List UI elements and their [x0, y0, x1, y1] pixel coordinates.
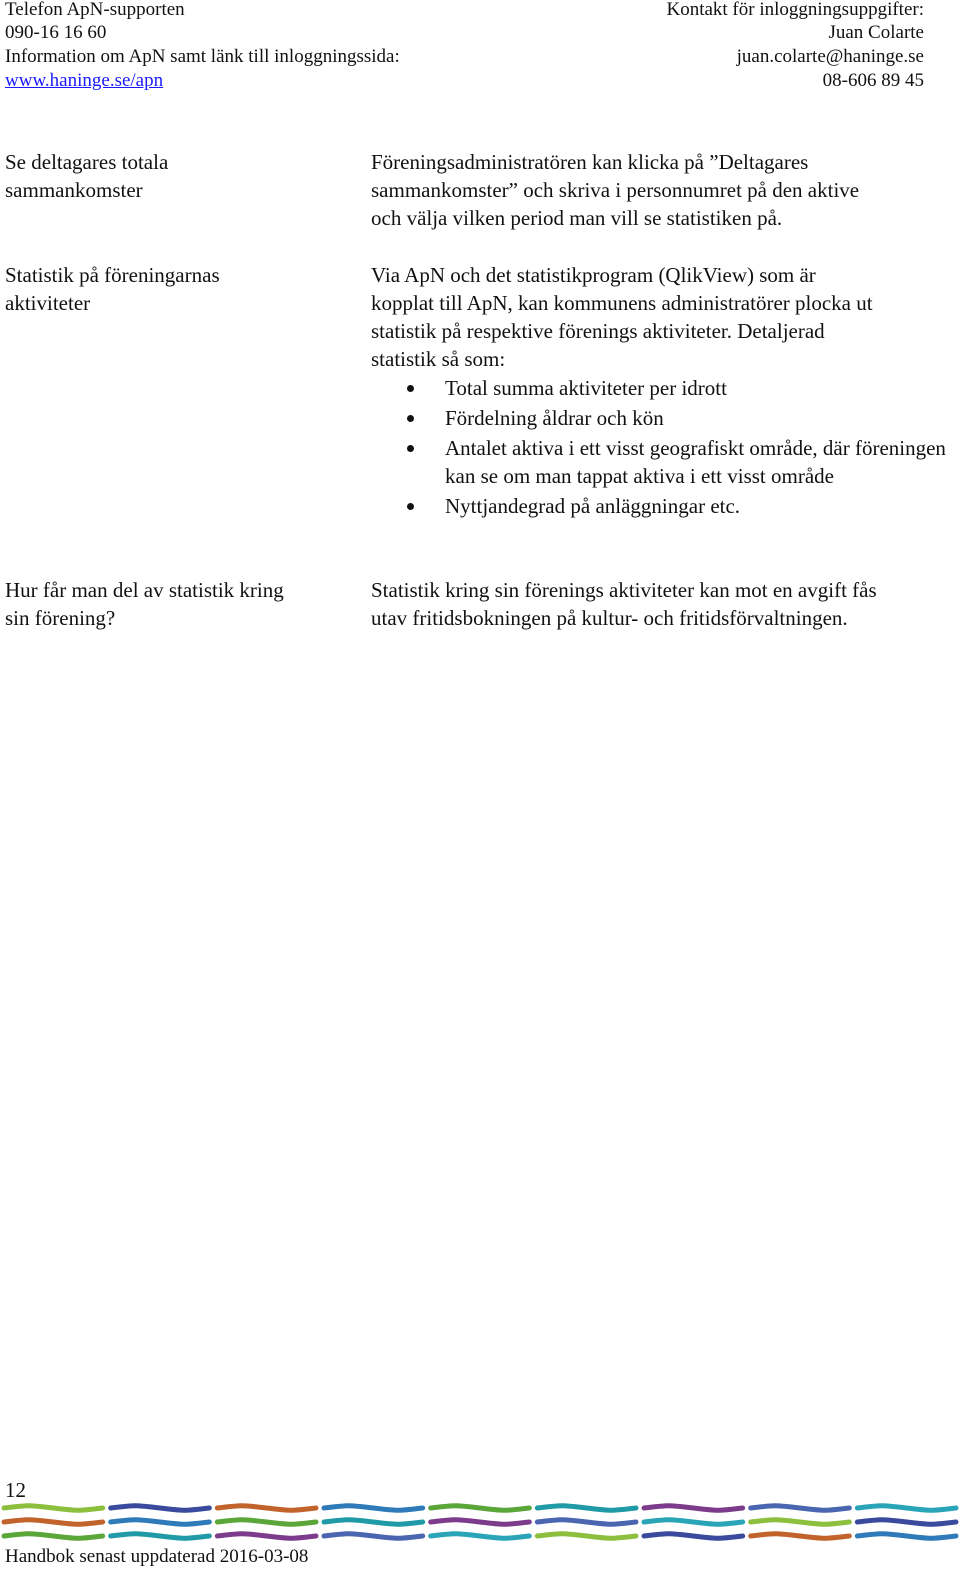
header-contact-name: Juan Colarte — [828, 22, 924, 43]
body-line: Statistik kring sin förenings aktiviteter kan mot en avgift fås — [371, 578, 877, 602]
list-item-text: Nyttjandegrad på anläggningar etc. — [445, 494, 741, 518]
bullet-icon — [407, 445, 414, 452]
header-contact-label: Kontakt för inloggningsuppgifter: — [666, 0, 924, 20]
list-item — [371, 374, 956, 402]
body-line: statistik på respektive förenings aktiviteter. Detaljerad — [371, 319, 825, 343]
body-line: Via ApN och det statistikprogram (QlikView) som är — [371, 263, 816, 287]
page-number: 12 — [5, 1478, 26, 1502]
wave-stroke — [217, 1534, 316, 1539]
list-item — [371, 404, 956, 432]
wave-stroke — [644, 1506, 743, 1511]
heading-line: sin förening? — [5, 606, 116, 630]
wave-stroke — [857, 1534, 956, 1539]
list-item — [371, 492, 956, 520]
heading-line: sammankomster — [5, 178, 143, 202]
header-contact-phone: 08-606 89 45 — [822, 70, 924, 91]
section-body-sammankomster — [371, 148, 960, 232]
body-line: statistik så som: — [371, 347, 506, 371]
list-item-text: Fördelning åldrar och kön — [445, 406, 664, 430]
wave-stroke — [324, 1534, 423, 1539]
wave-stroke — [431, 1520, 530, 1525]
body-line: Föreningsadministratören kan klicka på ”Deltagares — [371, 150, 809, 174]
wave-stroke — [537, 1534, 636, 1539]
wave-stroke — [111, 1506, 210, 1511]
wave-stroke — [644, 1534, 743, 1539]
header-info-label: Information om ApN samt länk till inloggningssida: — [5, 46, 400, 67]
wave-stroke — [217, 1506, 316, 1511]
body-line: kopplat till ApN, kan kommunens administratörer plocka ut — [371, 291, 873, 315]
wave-stroke — [111, 1520, 210, 1525]
wave-stroke — [857, 1520, 956, 1525]
header-phone-label: Telefon ApN-supporten — [5, 0, 185, 20]
header-phone-number: 090-16 16 60 — [5, 22, 107, 43]
wave-stroke — [857, 1506, 956, 1511]
section-heading-sammankomster — [5, 148, 350, 204]
wave-stroke — [537, 1506, 636, 1511]
wave-stroke — [111, 1534, 210, 1539]
wave-stroke — [431, 1534, 530, 1539]
bullet-icon — [407, 415, 414, 422]
body-line: sammankomster” och skriva i personnumret på den aktive — [371, 178, 860, 202]
body-line: och välja vilken period man vill se statistiken på. — [371, 206, 783, 230]
heading-line: Hur får man del av statistik kring — [5, 578, 284, 602]
section-heading-statistik — [5, 261, 350, 317]
wave-stroke — [4, 1520, 103, 1525]
wave-stroke — [431, 1506, 530, 1511]
wave-stroke — [324, 1506, 423, 1511]
list-item — [371, 434, 956, 490]
wave-stroke — [751, 1520, 850, 1525]
list-item-text: Total summa aktiviteter per idrott — [445, 376, 727, 400]
wave-stroke — [751, 1534, 850, 1539]
heading-line: Se deltagares totala — [5, 150, 169, 174]
wave-decoration — [0, 1498, 960, 1548]
wave-stroke — [537, 1520, 636, 1525]
bullet-icon — [407, 503, 414, 510]
wave-stroke — [751, 1506, 850, 1511]
bullet-icon — [407, 385, 414, 392]
section-body-statistik — [371, 261, 960, 373]
wave-stroke — [4, 1506, 103, 1511]
wave-stroke — [324, 1520, 423, 1525]
statistics-bullet-list — [371, 374, 956, 522]
heading-line: aktiviteter — [5, 291, 91, 315]
section-body-hur-far-man — [371, 576, 960, 632]
header-info-link[interactable]: www.haninge.se/apn — [5, 70, 164, 91]
body-line: utav fritidsbokningen på kultur- och fritidsförvaltningen. — [371, 606, 848, 630]
list-item-text: Antalet aktiva i ett visst geografiskt område, där föreningen kan se om man tappat aktiva i ett visst område — [445, 436, 946, 488]
footer-updated-text: Handbok senast uppdaterad 2016-03-08 — [5, 1546, 309, 1567]
header-contact-email: juan.colarte@haninge.se — [736, 46, 924, 67]
wave-stroke — [4, 1534, 103, 1539]
section-heading-hur-far-man — [5, 576, 350, 632]
wave-stroke — [217, 1520, 316, 1525]
wave-stroke — [644, 1520, 743, 1525]
heading-line: Statistik på föreningarnas — [5, 263, 220, 287]
